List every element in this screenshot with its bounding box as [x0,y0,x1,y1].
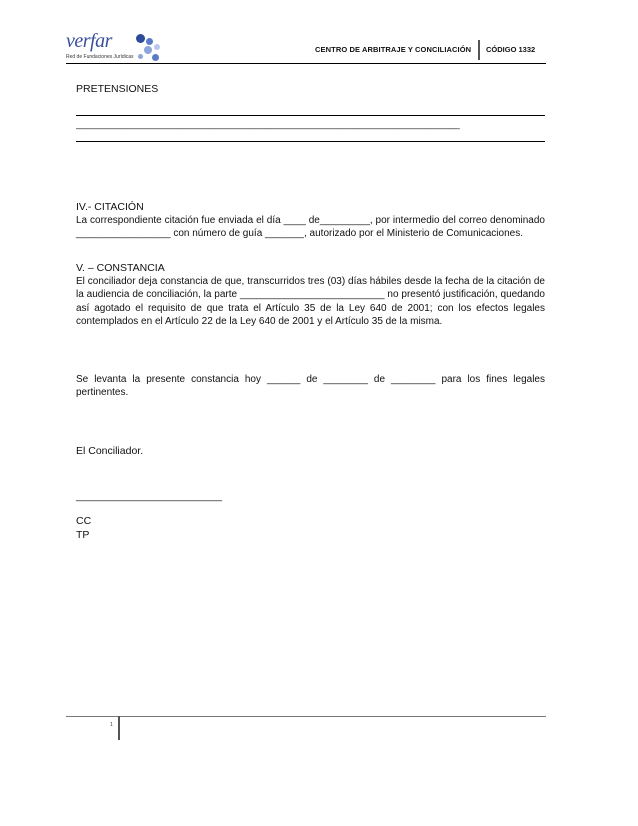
citacion-heading: IV.- CITACIÓN [76,201,144,213]
header-code: CÓDIGO 1332 [486,45,536,54]
cc-label: CC [76,515,92,527]
closing-text: Se levanta la presente constancia hoy ______ de ________ de ________ para los fines legales pertinentes. [76,374,545,399]
logo-subtext: Red de Fundaciones Jurídicas [66,54,134,60]
pretensiones-heading: PRETENSIONES [76,83,159,95]
constancia-heading: V. – CONSTANCIA [76,262,165,274]
tp-label: TP [76,529,90,541]
footer-rule [66,716,546,717]
header-divider [478,40,480,60]
pretensiones-rule-bottom [76,141,545,142]
conciliador-label: El Conciliador. [76,445,144,457]
logo-dot [152,54,159,61]
logo-dot [136,34,145,43]
logo-text: verfar [66,30,112,52]
company-logo [66,30,166,66]
logo-dot [138,54,143,59]
constancia-text: El conciliador deja constancia de que, transcurridos tres (03) días hábiles desde la fecha de la citación de la audiencia de conciliación, la parte __________________________ no presentó justificación, quedando así agotado el requisito de que trata el Artículo 35 de la Ley 640 de 2001; con los efectos legales contemplados en el Artículo 22 de la Ley 640 de 2001 y el Artículo 35 de la misma. [76,276,545,328]
pretensiones-blank-line: _____________________________________________________________________ [76,119,460,130]
page-number: 1 [110,722,113,728]
logo-dot [146,38,153,45]
logo-dot [144,46,152,54]
logo-dot [154,44,160,50]
citacion-text: La correspondiente citación fue enviada el día ____ de_________, por intermedio del correo denominado _________________ con número de guía _______, autorizado por el Ministerio de Comunicaciones. [76,215,545,240]
header-rule [66,63,546,64]
signature-line: _________________________ [76,490,222,502]
pretensiones-rule-top [76,115,545,116]
footer-divider [118,716,120,740]
header-title: CENTRO DE ARBITRAJE Y CONCILIACIÓN [315,45,472,54]
